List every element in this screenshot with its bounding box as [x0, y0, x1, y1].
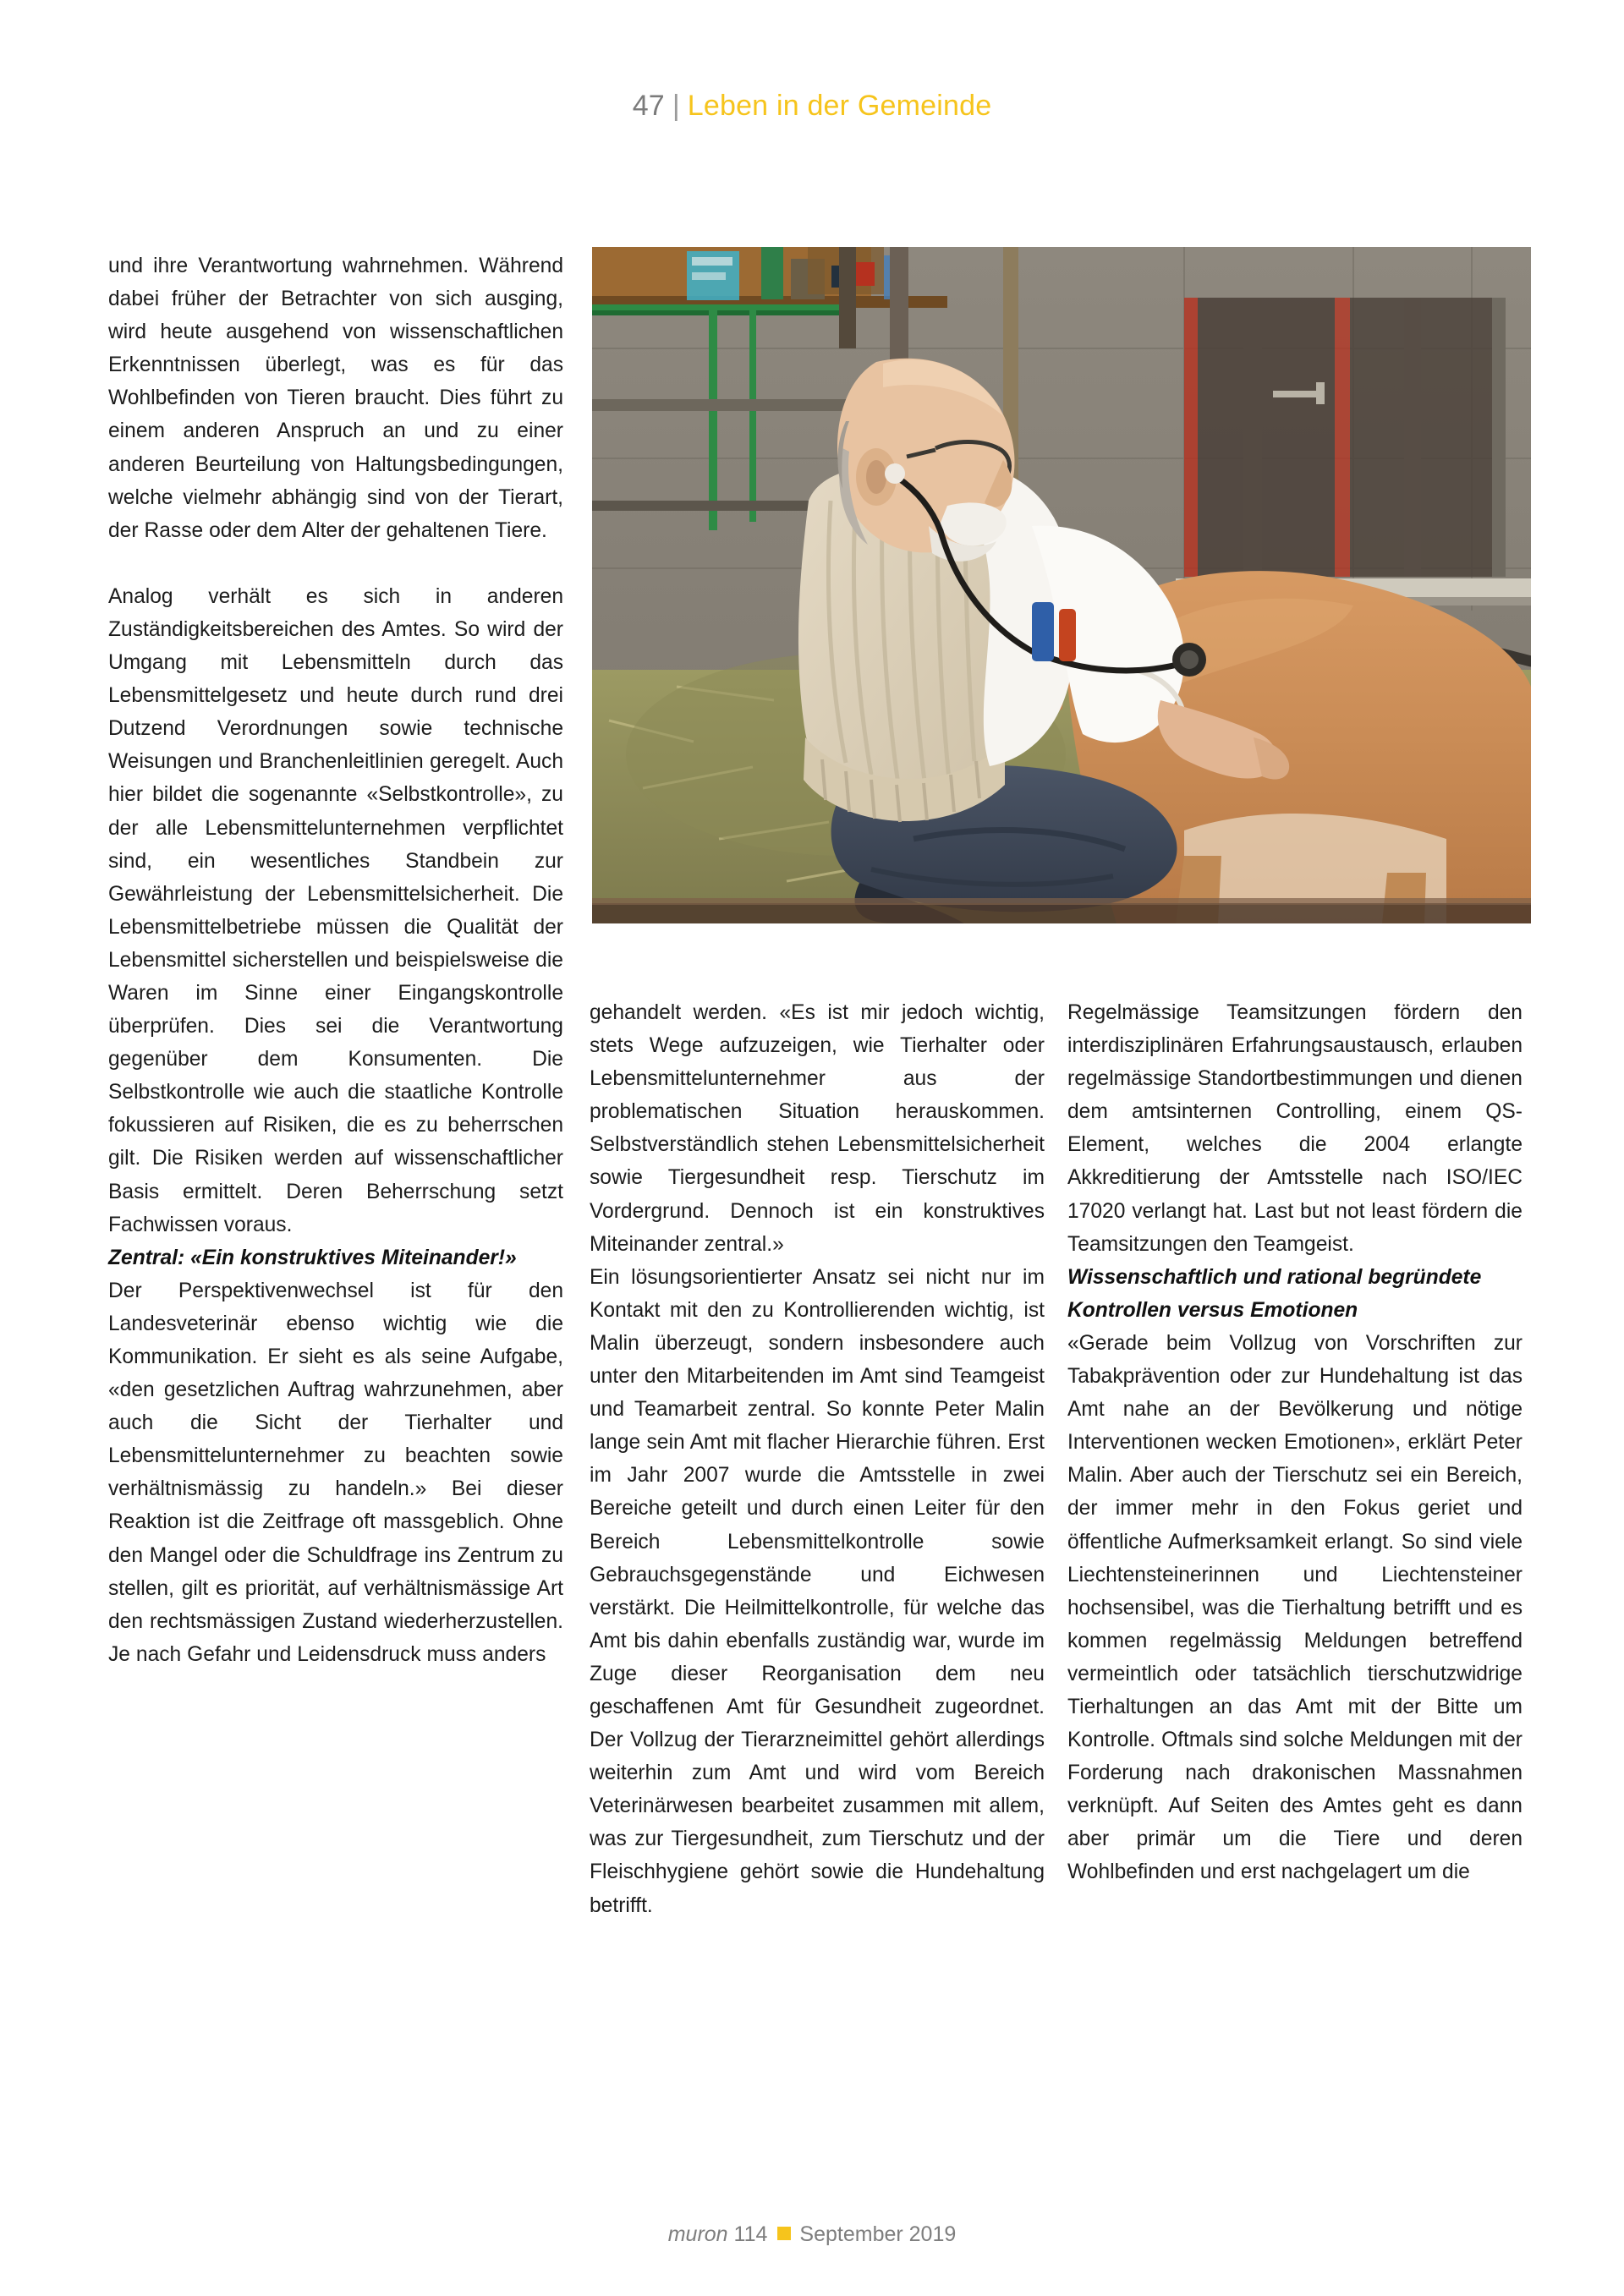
- paragraph: Regelmässige Teamsitzungen fördern den interdisziplinären Erfahrungsaustausch, erlauben regelmässige Standortbestimmungen und dienen dem amtsinternen Controlling, einem QS-Element, welches die 2004 erlangte Akkreditierung der Amtsstelle nach ISO/IEC 17020 verlangt hat. Last but not least fördern die Teamsitzungen den Teamgeist.: [1067, 1001, 1522, 1256]
- paragraph: Analog verhält es sich in anderen Zuständigkeitsbereichen des Amtes. So wird der Umgang mit Lebensmitteln durch das Lebensmittelgesetz und heute durch rund drei Dutzend Verordnungen sowie technische Weisungen und Branchenleitlinien geregelt. Auch hier bildet die sogenannte «Selbstkontrolle», zu der alle Lebensmittelunternehmen verpflichtet sind, ein wesentliches Standbein zur Gewährleistung der Lebensmittelsicherheit. Die Lebensmittelbetriebe müssen die Qualität der Lebensmittel sicherstellen und beispielsweise die Waren im Sinne einer Eingangskontrolle überprüfen. Dies sei die Verantwortung gegenüber dem Konsumenten. Die Selbstkontrolle wie auch die staatliche Kontrolle fokussieren auf Risiken, die es zu beherrschen gilt. Die Risiken werden auf wissenschaftlicher Basis ermittelt. Deren Beherrschung setzt Fachwissen voraus.: [108, 584, 563, 1236]
- paragraph: Der Perspektivenwechsel ist für den Landesveterinär ebenso wichtig wie die Kommunikation. Er sieht es als seine Aufgabe, «den gesetzlichen Auftrag wahrzunehmen, aber auch die Sicht der Tierhalter und Lebensmittelunternehmer zu beachten sowie verhältnismässig zu handeln.» Bei dieser Reaktion ist die Zeitfrage oft massgeblich. Ohne den Mangel oder die Schuldfrage ins Zentrum zu stellen, gilt es priorität, auf verhältnismässige Art den rechtsmässigen Zustand wiederherzustellen. Je nach Gefahr und Leidensdruck muss anders: [108, 1279, 563, 1666]
- subheading: Wissenschaftlich und rational begründete Kontrollen versus Emotionen: [1067, 1265, 1482, 1322]
- paragraph: «Gerade beim Vollzug von Vorschriften zur Tabakprävention oder zur Hundehaltung ist das Amt nahe an der Bevölkerung und nötige Interventionen wecken Emotionen», erklärt Peter Malin. Aber auch der Tierschutz sei ein Bereich, der immer mehr in den Fokus geriet und öffentliche Aufmerksamkeit erlangt. So sind viele Liechtensteinerinnen und Liechtensteiner hochsensibel, was die Tierhaltung betrifft und es kommen regelmässig Meldungen betreffend vermeintlich oder tatsächlich tierschutzwidrige Tierhaltungen an das Amt mit der Bitte um Kontrolle. Oftmals sind solche Meldungen mit der Forderung nach drakonischen Massnahmen verknüpft. Auf Seiten des Amtes geht es dann aber primär um die Tiere und deren Wohlbefinden und erst nachgelagert um die: [1067, 1331, 1522, 1884]
- text-column-2: [590, 996, 1045, 1922]
- article-photo: [592, 247, 1531, 923]
- separator-square-icon: [777, 2227, 791, 2240]
- issue-number: 114: [733, 2222, 768, 2246]
- photo-illustration: [592, 247, 1531, 923]
- paragraph: und ihre Verantwortung wahrnehmen. Während dabei früher der Betrachter von sich ausging, wird heute ausgehend von wissenschaftlichen Erkenntnissen überlegt, was es für das Wohlbefinden von Tieren braucht. Dies führt zu einem anderen Anspruch an und zu einer anderen Beurteilung von Haltungsbedingungen, welche vielmehr abhängig sind von der Tierart, der Rasse oder dem Alter der gehaltenen Tiere.: [108, 255, 563, 542]
- subheading: Zentral: «Ein konstruktives Miteinander!»: [108, 1246, 517, 1269]
- publication-name: muron: [667, 2222, 728, 2246]
- page-footer: [0, 2222, 1624, 2247]
- paragraph: Ein lösungsorientierter Ansatz sei nicht nur im Kontakt mit den zu Kontrollierenden wichtig, ist Malin überzeugt, sondern insbesondere auch unter den Mitarbeitenden im Amt sind Teamgeist und Teamarbeit zentral. So konnte Peter Malin lange sein Amt mit flacher Hierarchie führen. Erst im Jahr 2007 wurde die Amtsstelle in zwei Bereiche geteilt und durch einen Leiter für den Bereich Lebensmittelkontrolle sowie Gebrauchsgegenstände und Eichwesen verstärkt. Die Heilmittelkontrolle, für welche das Amt bis dahin ebenfalls zuständig war, wurde im Zuge dieser Reorganisation dem neu geschaffenen Amt für Gesundheit zugeordnet. Der Vollzug der Tierarzneimittel gehört allerdings weiterhin zum Amt und wird vom Bereich Veterinärwesen bearbeitet zusammen mit allem, was zur Tiergesundheit, zum Tierschutz und der Fleischhygiene gehört sowie die Hundehaltung betrifft.: [590, 1265, 1045, 1917]
- text-column-3: [1067, 996, 1522, 1889]
- section-title: Leben in der Gemeinde: [687, 90, 992, 122]
- text-column-1: [108, 249, 563, 1671]
- publication-date: September 2019: [799, 2222, 957, 2246]
- header-separator: |: [672, 90, 680, 122]
- page-header: [0, 89, 1624, 123]
- paragraph: gehandelt werden. «Es ist mir jedoch wichtig, stets Wege aufzuzeigen, wie Tierhalter oder Lebensmittelunternehmer aus der problematischen Situation herauskommen. Selbstverständlich stehen Lebensmittelsicherheit sowie Tiergesundheit resp. Tierschutz im Vordergrund. Dennoch ist ein konstruktives Miteinander zentral.»: [590, 1001, 1045, 1256]
- page-number: 47: [632, 90, 665, 122]
